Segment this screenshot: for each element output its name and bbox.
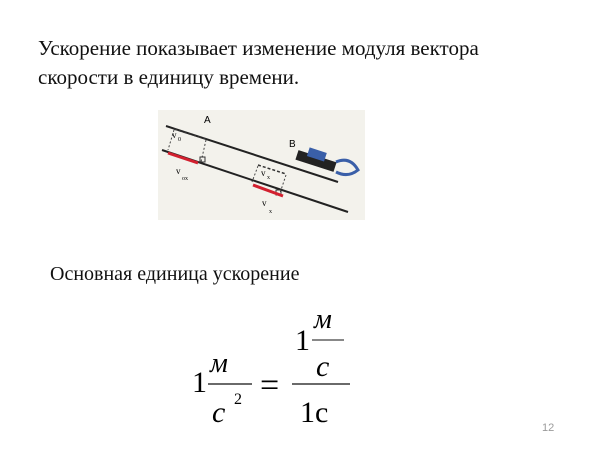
lhs-exponent: 2 xyxy=(234,391,242,408)
v0x-subscript: ox xyxy=(182,176,188,182)
unit-formula xyxy=(190,298,370,438)
rhs-inner-denominator: с xyxy=(316,350,330,383)
intro-text: Ускорение показывает изменение модуля вектора скорости в единицу времени. xyxy=(38,36,479,89)
point-a-label: A xyxy=(204,115,211,126)
v0-label: v xyxy=(172,130,177,140)
v-label: v xyxy=(261,168,266,178)
vx-label: v xyxy=(262,198,267,208)
subheading: Основная единица ускорение xyxy=(50,263,300,285)
rhs-inner-numerator: м xyxy=(314,304,332,335)
slope-illustration xyxy=(158,110,365,220)
lhs-denominator: с xyxy=(212,396,226,429)
v0x-label: v xyxy=(176,166,181,176)
v-subscript: x xyxy=(267,175,270,181)
rhs-numerator-coefficient: 1 xyxy=(295,324,310,357)
lhs-numerator: м xyxy=(210,348,228,379)
rhs-denominator: 1с xyxy=(300,396,329,429)
vx-subscript: x xyxy=(269,209,272,215)
page-number: 12 xyxy=(542,422,555,434)
equals-sign: = xyxy=(260,367,280,404)
point-b-label: B xyxy=(289,139,296,150)
v0-subscript: 0 xyxy=(178,137,181,143)
lhs-coefficient: 1 xyxy=(192,366,207,399)
